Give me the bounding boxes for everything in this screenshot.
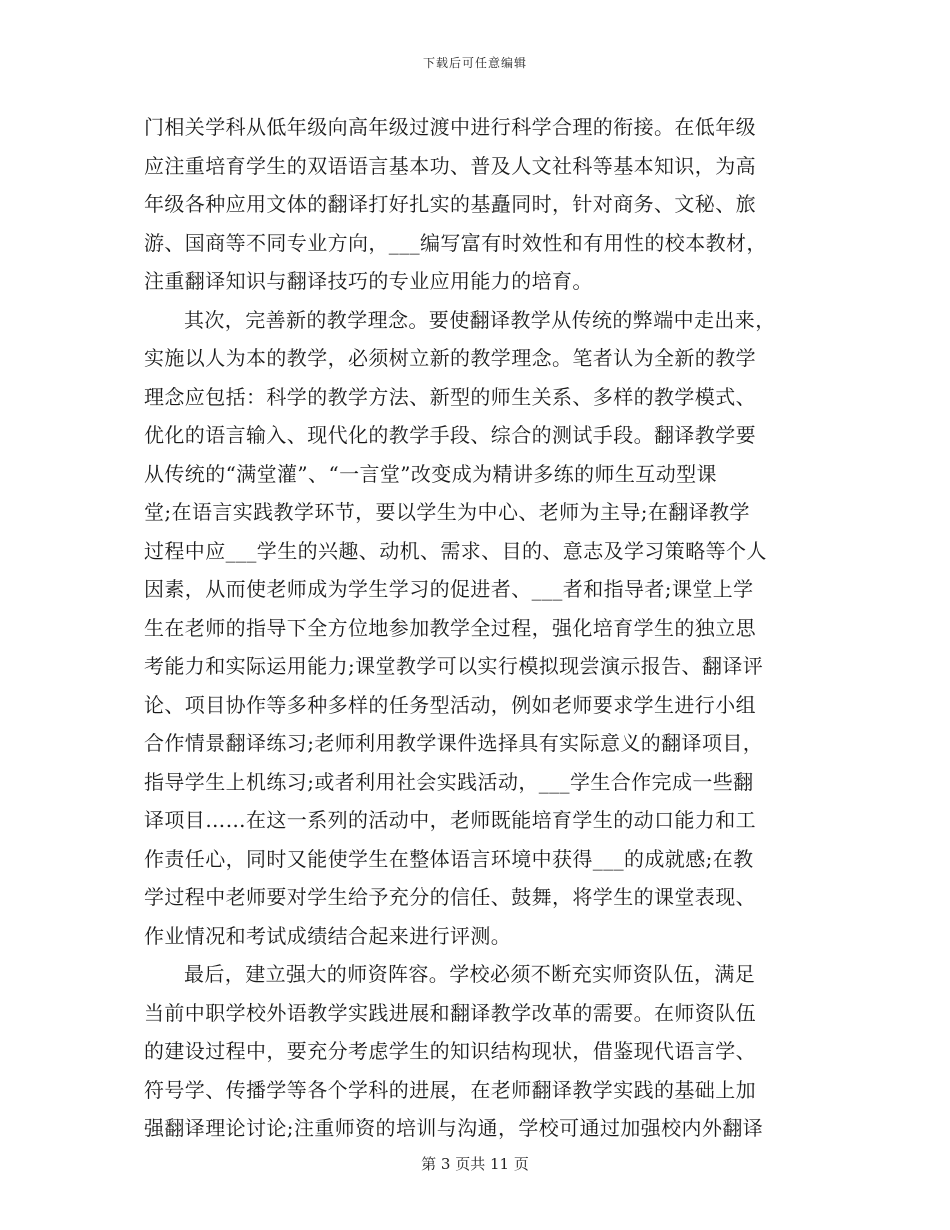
paragraph-3-line-3: 的建设过程中，要充分考虑学生的知识结构现状，借鉴现代语言学、: [144, 1039, 756, 1063]
paragraph-1-line-4: 游、国商等不同专业方向，___编写富有时效性和有用性的校本教材，: [144, 230, 767, 255]
paragraph-1-line-5: 注重翻译知识与翻译技巧的专业应用能力的培育。: [144, 269, 593, 293]
paragraph-2-line-13: 指导学生上机练习;或者利用社会实践活动，___学生合作完成一些翻: [144, 769, 754, 794]
paragraph-1-line-3: 年级各种应用文体的翻译打好扎实的基矗同时，针对商务、文秘、旅: [144, 192, 756, 216]
paragraph-2-line-11: 论、项目协作等多种多样的任务型活动，例如老师要求学生进行小组: [144, 692, 756, 717]
paragraph-2-line-17: 作业情况和考试成绩结合起来进行评测。: [144, 923, 512, 948]
paragraph-3-line-1: 最后，建立强大的师资阵容。学校必须不断充实师资队伍，满足: [184, 962, 756, 986]
paragraph-2-line-5: 从传统的“满堂灌”、“一言堂”改变成为精讲多练的师生互动型课: [144, 461, 717, 486]
paragraph-2-line-6: 堂;在语言实践教学环节，要以学生为中心、老师为主导;在翻译教学: [144, 500, 750, 524]
paragraph-2-line-1: 其次，完善新的教学理念。要使翻译教学从传统的弊端中走出来，: [184, 307, 776, 332]
page-number: 第 3 页共 11 页: [421, 1155, 529, 1173]
paragraph-3-line-4: 符号学、传播学等各个学科的进展，在老师翻译教学实践的基础上加: [144, 1077, 756, 1102]
paragraph-1-line-1: 门相关学科从低年级向高年级过渡中进行科学合理的衔接。在低年级: [144, 115, 756, 139]
paragraph-2-line-14: 译项目……在这一系列的活动中，老师既能培育学生的动口能力和工: [144, 808, 756, 832]
paragraph-2-line-7: 过程中应___学生的兴趣、动机、需求、目的、意志及学习策略等个人: [144, 538, 767, 563]
paragraph-2-line-16: 学过程中老师要对学生给予充分的信任、鼓舞，将学生的课堂表现、: [144, 885, 756, 909]
paragraph-3-line-5: 强翻译理论讨论;注重师资的培训与沟通，学校可通过加强校内外翻译: [144, 1116, 764, 1140]
paragraph-3-line-2: 当前中职学校外语教学实践进展和翻译教学改革的需要。在师资队伍: [144, 1000, 756, 1025]
paragraph-2-line-12: 合作情景翻译练习;老师利用教学课件选择具有实际意义的翻译项目，: [144, 731, 764, 755]
paragraph-2-line-9: 生在老师的指导下全方位地参加教学全过程，强化培育学生的独立思: [144, 615, 756, 640]
document-body: [144, 108, 812, 1148]
paragraph-2-line-15: 作责任心，同时又能使学生在整体语言环境中获得___的成就感;在教: [144, 846, 754, 871]
paragraph-2-line-8: 因素，从而使老师成为学生学习的促进者、___者和指导者;课堂上学: [144, 577, 754, 601]
paragraph-1-line-2: 应注重培育学生的双语语言基本功、普及人文社科等基本知识，为高: [144, 153, 756, 178]
paragraph-2-line-10: 考能力和实际运用能力;课堂教学可以实行模拟现尝演示报告、翻译评: [144, 654, 764, 678]
paragraph-2-line-4: 优化的语言输入、现代化的教学手段、综合的测试手段。翻译教学要: [144, 423, 756, 447]
paragraph-2-line-2: 实施以人为本的教学，必须树立新的教学理念。笔者认为全新的教学: [144, 346, 756, 370]
paragraph-2-line-3: 理念应包括：科学的教学方法、新型的师生关系、多样的教学模式、: [144, 384, 756, 409]
page-header-note: 下载后可任意编辑: [422, 56, 527, 70]
